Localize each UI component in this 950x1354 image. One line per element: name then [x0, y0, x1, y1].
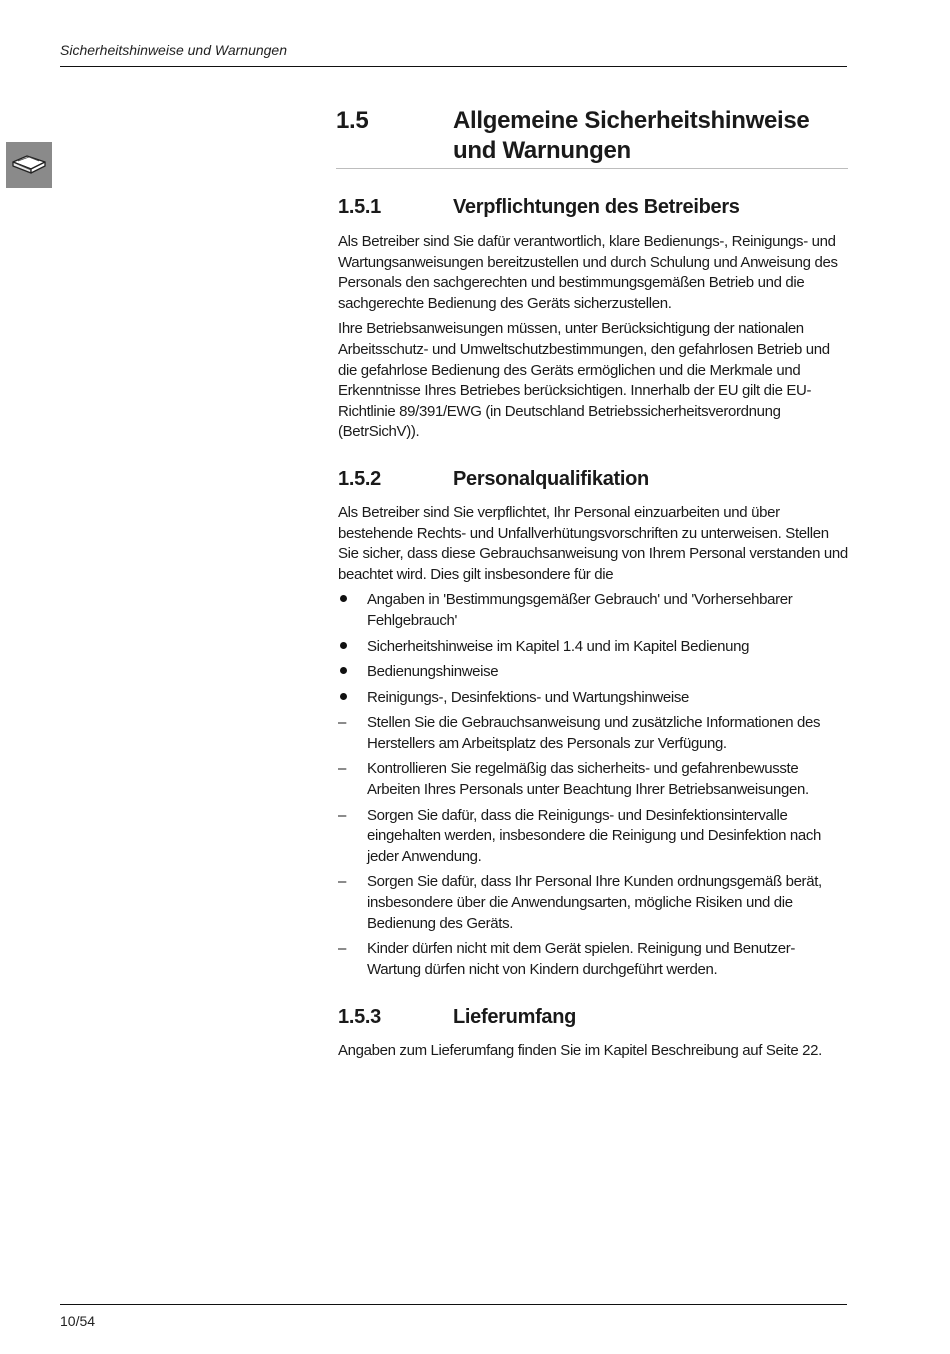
content-column — [338, 106, 848, 1062]
dash-list — [338, 713, 848, 980]
subsection-number: 1.5.2 — [338, 467, 381, 490]
list-item: – Stellen Sie die Gebrauchsanweisung und zusätzliche Informationen des Herstellers am Arbeitsplatz des Personals zur Verfügung. — [338, 714, 821, 752]
list-item: Reinigungs-, Desinfektions- und Wartungshinweise — [338, 688, 848, 709]
book-icon — [6, 142, 52, 188]
subsection-title: Verpflichtungen des Betreibers — [453, 196, 740, 218]
list-item: – Sorgen Sie dafür, dass die Reinigungs- und Desinfektionsintervalle eingehalten werden, insbesondere die Reinigung und Desinfektion nach jeder Anwendung. — [338, 806, 822, 865]
subsection-number: 1.5.3 — [338, 1006, 381, 1029]
bullet-icon — [340, 595, 347, 602]
footer-rule — [60, 1304, 847, 1305]
page-number: 10/54 — [60, 1313, 96, 1329]
section-heading — [336, 106, 848, 169]
section-number: 1.5 — [336, 107, 369, 134]
subsection-number: 1.5.1 — [338, 196, 381, 218]
list-item: – Kinder dürfen nicht mit dem Gerät spielen. Reinigung und Benutzer-Wartung dürfen nicht von Kindern durchgeführt werden. — [338, 940, 795, 978]
list-item: Sicherheitshinweise im Kapitel 1.4 und im Kapitel Bedienung — [338, 637, 848, 658]
paragraph: Angaben zum Lieferumfang finden Sie im Kapitel Beschreibung auf Seite 22. — [338, 1042, 822, 1060]
subsection-heading-scope — [338, 1004, 848, 1030]
running-header: Sicherheitshinweise und Warnungen — [60, 42, 287, 58]
list-item: Bedienungshinweise — [338, 662, 848, 683]
list-item: – Kontrollieren Sie regelmäßig das sicherheits- und gefahrenbewusste Arbeiten Ihres Personals unter Beachtung Ihrer Betriebsanweisungen. — [338, 760, 809, 799]
bullet-list — [338, 590, 848, 708]
dash-marker: – — [338, 940, 346, 958]
bullet-icon — [340, 693, 347, 700]
subsection-title: Personalqualifikation — [453, 467, 649, 490]
dash-marker: – — [338, 873, 346, 891]
paragraph: Ihre Betriebsanweisungen müssen, unter Berücksichtigung der nationalen Arbeitsschutz- und Umweltschutzbestimmungen, den gefahrlosen Betrieb und die gefahrlose Bedienung des Geräts ermöglichen und die Merkmale und Erkenntnisse Ihres Betriebes berücksichtigen. Innerhalb der EU gilt die EU-Richtlinie 89/391/EWG (in Deutschland Betriebssicherheitsverordnung (BetrSichV)). — [338, 320, 830, 441]
paragraph: Als Betreiber sind Sie dafür verantwortlich, klare Bedienungs-, Reinigungs- und Wartungsanweisungen bereitzustellen und durch Schulung und Anweisung des Personals den sachgerechten und bestimmungsgemäßen Betrieb und die sachgerechte Bedienung des Geräts sicherzustellen. — [338, 233, 838, 312]
subsection-heading-operator — [338, 194, 848, 220]
dash-marker: – — [338, 760, 346, 778]
section-title: Allgemeine Sicherheitshinweise und Warnungen — [453, 107, 810, 164]
list-item: – Sorgen Sie dafür, dass Ihr Personal Ihre Kunden ordnungsgemäß berät, insbesondere über die Anwendungsarten, mögliche Risiken und die Bedienung des Geräts. — [338, 873, 822, 932]
subsection-title: Lieferumfang — [453, 1006, 577, 1029]
dash-marker: – — [338, 806, 346, 824]
paragraph: Als Betreiber sind Sie verpflichtet, Ihr Personal einzuarbeiten und über bestehende Rechts- und Unfallverhütungsvorschriften zu unterweisen. Stellen Sie sicher, dass diese Gebrauchsanweisung von Ihrem Personal verstanden und beachtet wird. Dies gilt insbesondere für die — [338, 503, 848, 583]
list-item: Angaben in 'Bestimmungsgemäßer Gebrauch' und 'Vorhersehbarer Fehlgebrauch' — [338, 590, 848, 631]
bullet-icon — [340, 667, 347, 674]
header-rule — [60, 66, 847, 67]
dash-marker: – — [338, 714, 346, 732]
subsection-heading-qualification — [338, 466, 848, 492]
bullet-icon — [340, 642, 347, 649]
